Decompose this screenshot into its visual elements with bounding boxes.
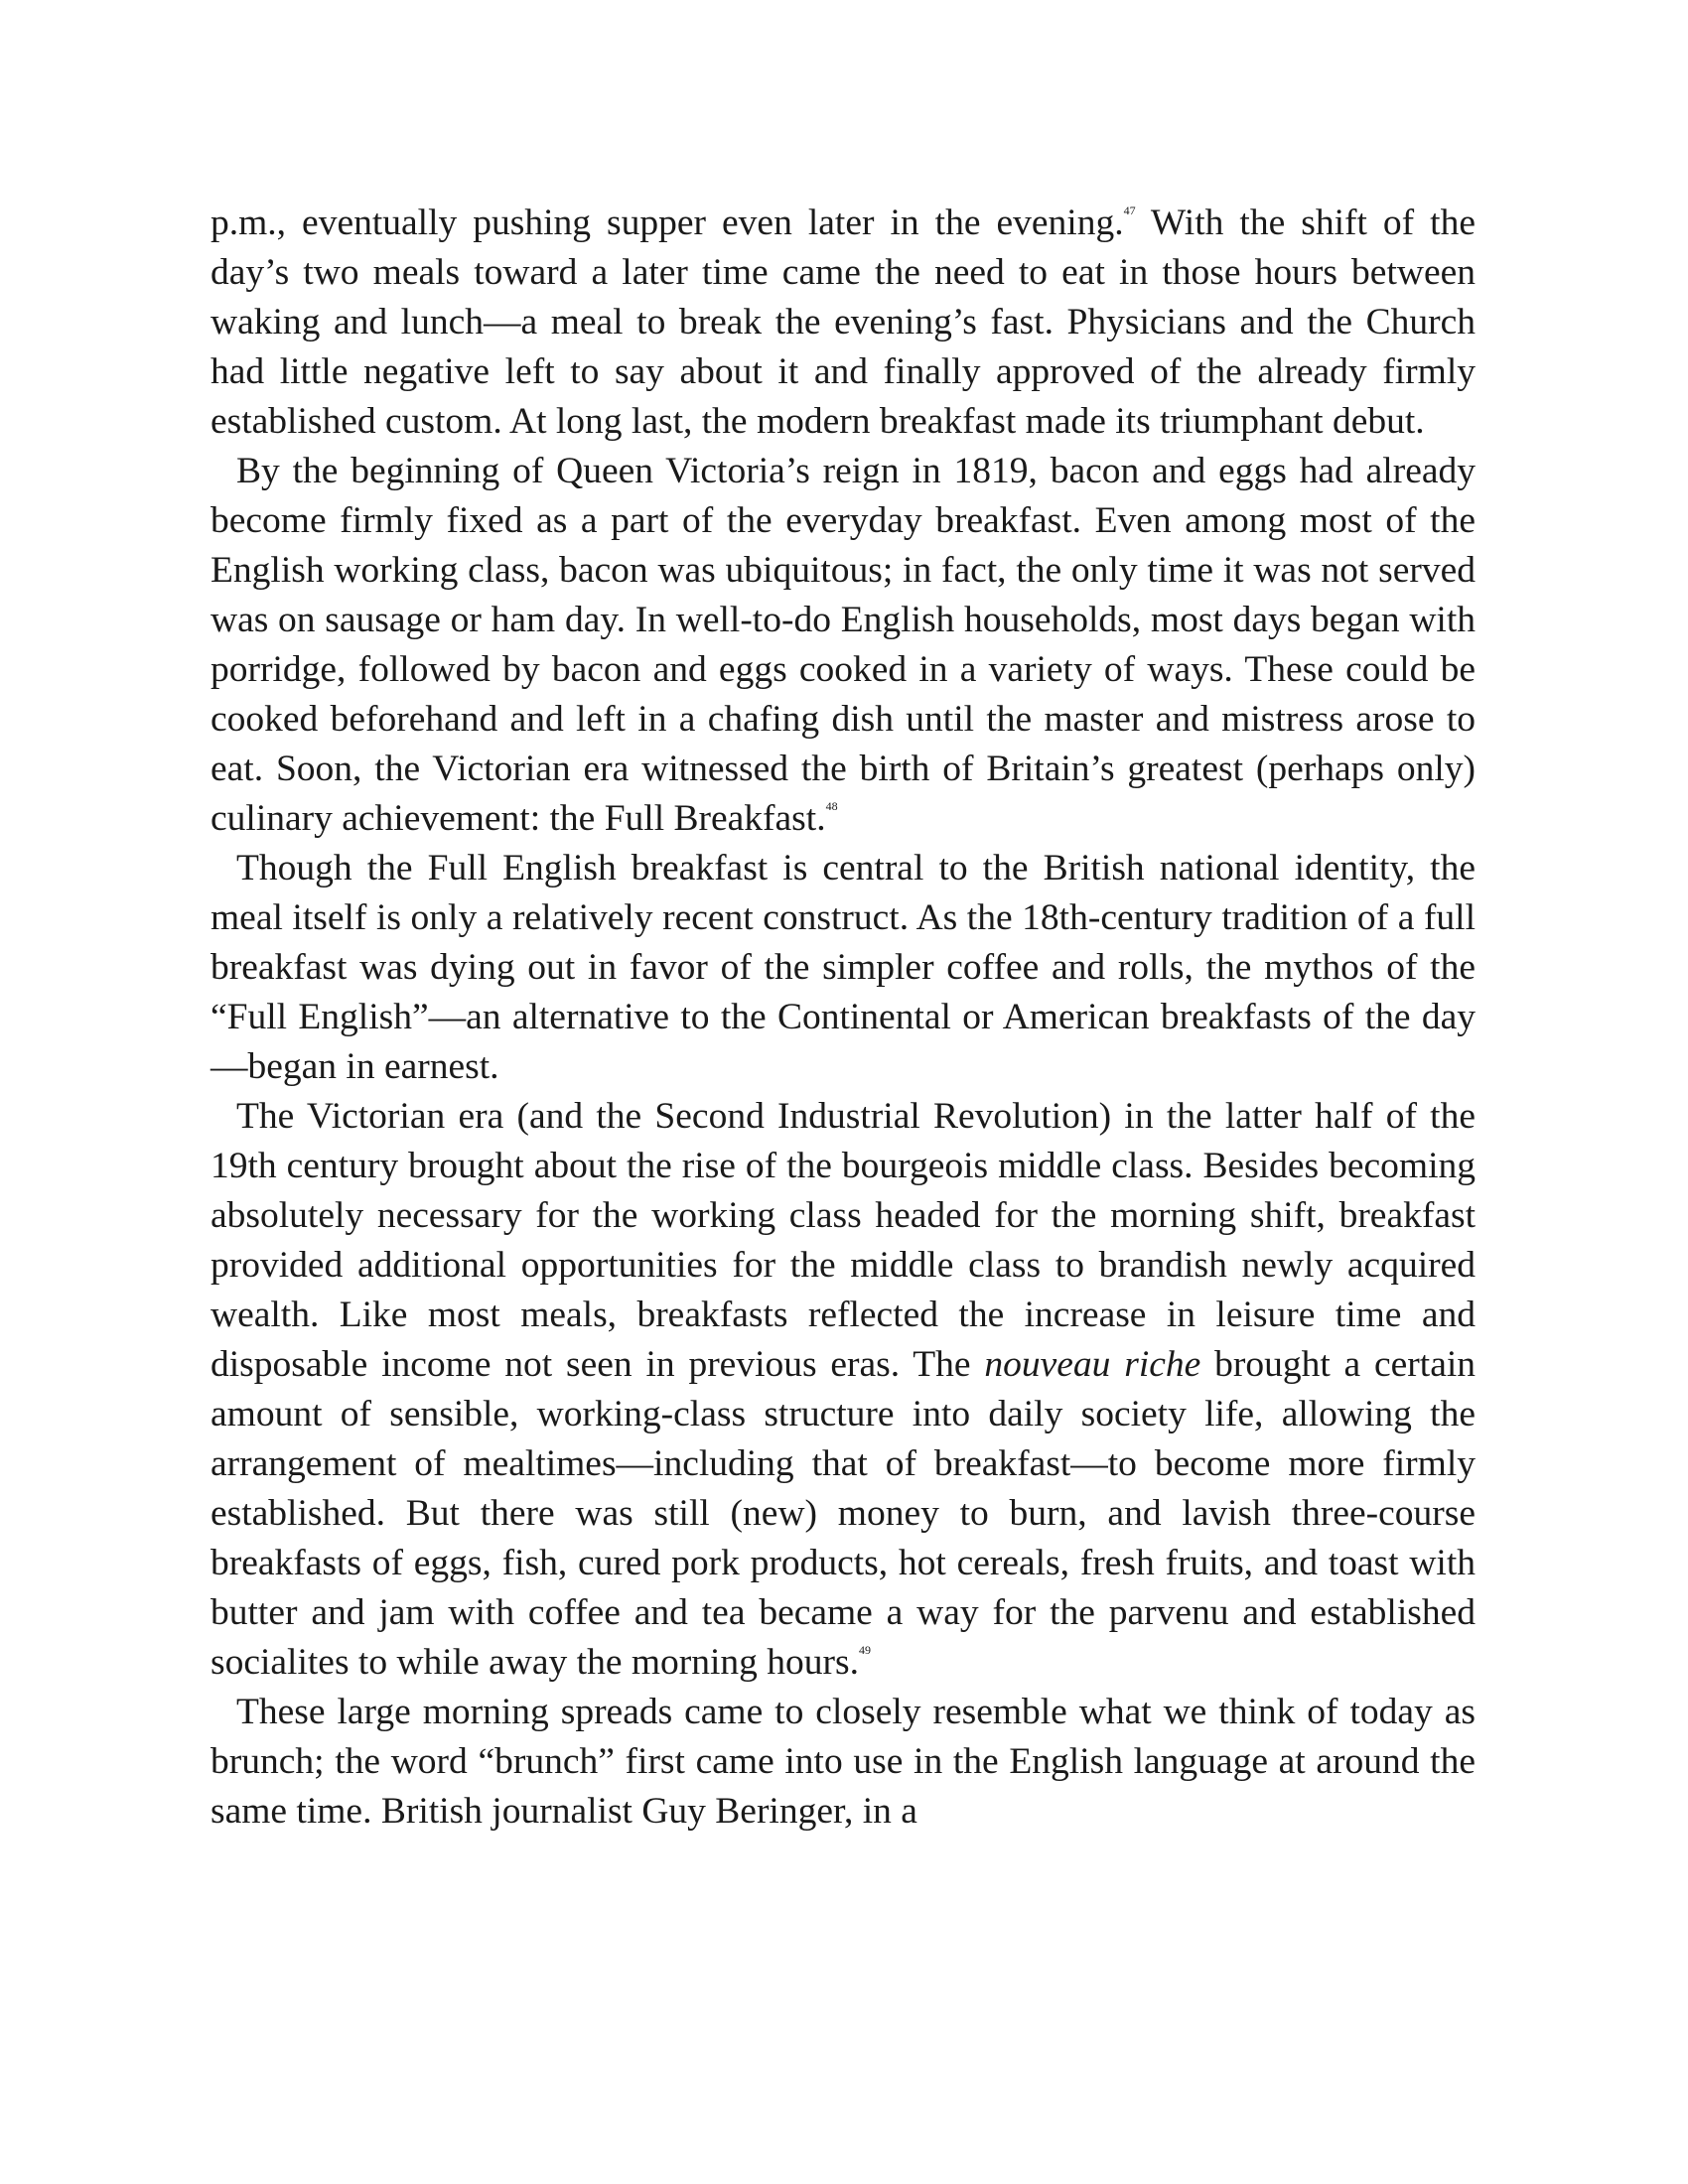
footnote-marker: 48 — [825, 799, 838, 813]
paragraph-3 — [211, 844, 1476, 1092]
paragraph-text: brought a certain amount of sensible, working-class structure into daily society life, allowing the arrangement of mealtimes—including that of breakfast—to become more firmly established. But there was still (new) money to burn, and lavish three-course breakfasts of eggs, fish, cured pork products, hot cereals, fresh fruits, and toast with butter and jam with coffee and tea became a way for the parvenu and established socialites to while away the morning hours. — [211, 1344, 1477, 1683]
footnote-marker: 49 — [859, 1643, 871, 1657]
paragraph-1 — [211, 199, 1476, 447]
paragraph-5 — [211, 1688, 1476, 1837]
paragraph-text: The Victorian era (and the Second Industrial Revolution) in the latter half of the 19th century brought about the rise of the bourgeois middle class. Besides becoming absolutely necessary for the working class headed for the morning shift, breakfast provided additional opportunities for the middle class to brandish newly acquired wealth. Like most meals, breakfasts reflected the increase in leisure time and disposable income not seen in previous eras. The — [211, 1096, 1476, 1385]
footnote-marker: 47 — [1123, 204, 1136, 217]
paragraph-text: p.m., eventually pushing supper even later in the evening. — [211, 203, 1124, 243]
page-body — [211, 199, 1476, 1837]
paragraph-text: These large morning spreads came to closely resemble what we think of today as brunch; the word “brunch” first came into use in the English language at around the same time. British journalist Guy Beringer, in a — [211, 1692, 1476, 1832]
italic-phrase: nouveau riche — [984, 1344, 1201, 1385]
paragraph-4 — [211, 1092, 1476, 1688]
paragraph-text: By the beginning of Queen Victoria’s reign in 1819, bacon and eggs had already become firmly fixed as a part of the everyday breakfast. Even among most of the English working class, bacon was ubiquitous; in fact, the only time it was not served was on sausage or ham day. In well-to-do English households, most days began with porridge, followed by bacon and eggs cooked in a variety of ways. These could be cooked beforehand and left in a chafing dish until the master and mistress arose to eat. Soon, the Victorian era witnessed the birth of Britain’s greatest (perhaps only) culinary achievement: the Full Breakfast. — [211, 451, 1476, 839]
paragraph-2 — [211, 447, 1476, 844]
paragraph-text: With the shift of the day’s two meals toward a later time came the need to eat in those hours between waking and lunch—a meal to break the evening’s fast. Physicians and the Church had little negative left to say about it and finally approved of the already firmly established custom. At long last, the modern breakfast made its triumphant debut. — [211, 203, 1476, 442]
paragraph-text: Though the Full English breakfast is central to the British national identity, the meal itself is only a relatively recent construct. As the 18th-century tradition of a full breakfast was dying out in favor of the simpler coffee and rolls, the mythos of the “Full English”—an alternative to the Continental or American breakfasts of the day—began in earnest. — [211, 848, 1476, 1087]
